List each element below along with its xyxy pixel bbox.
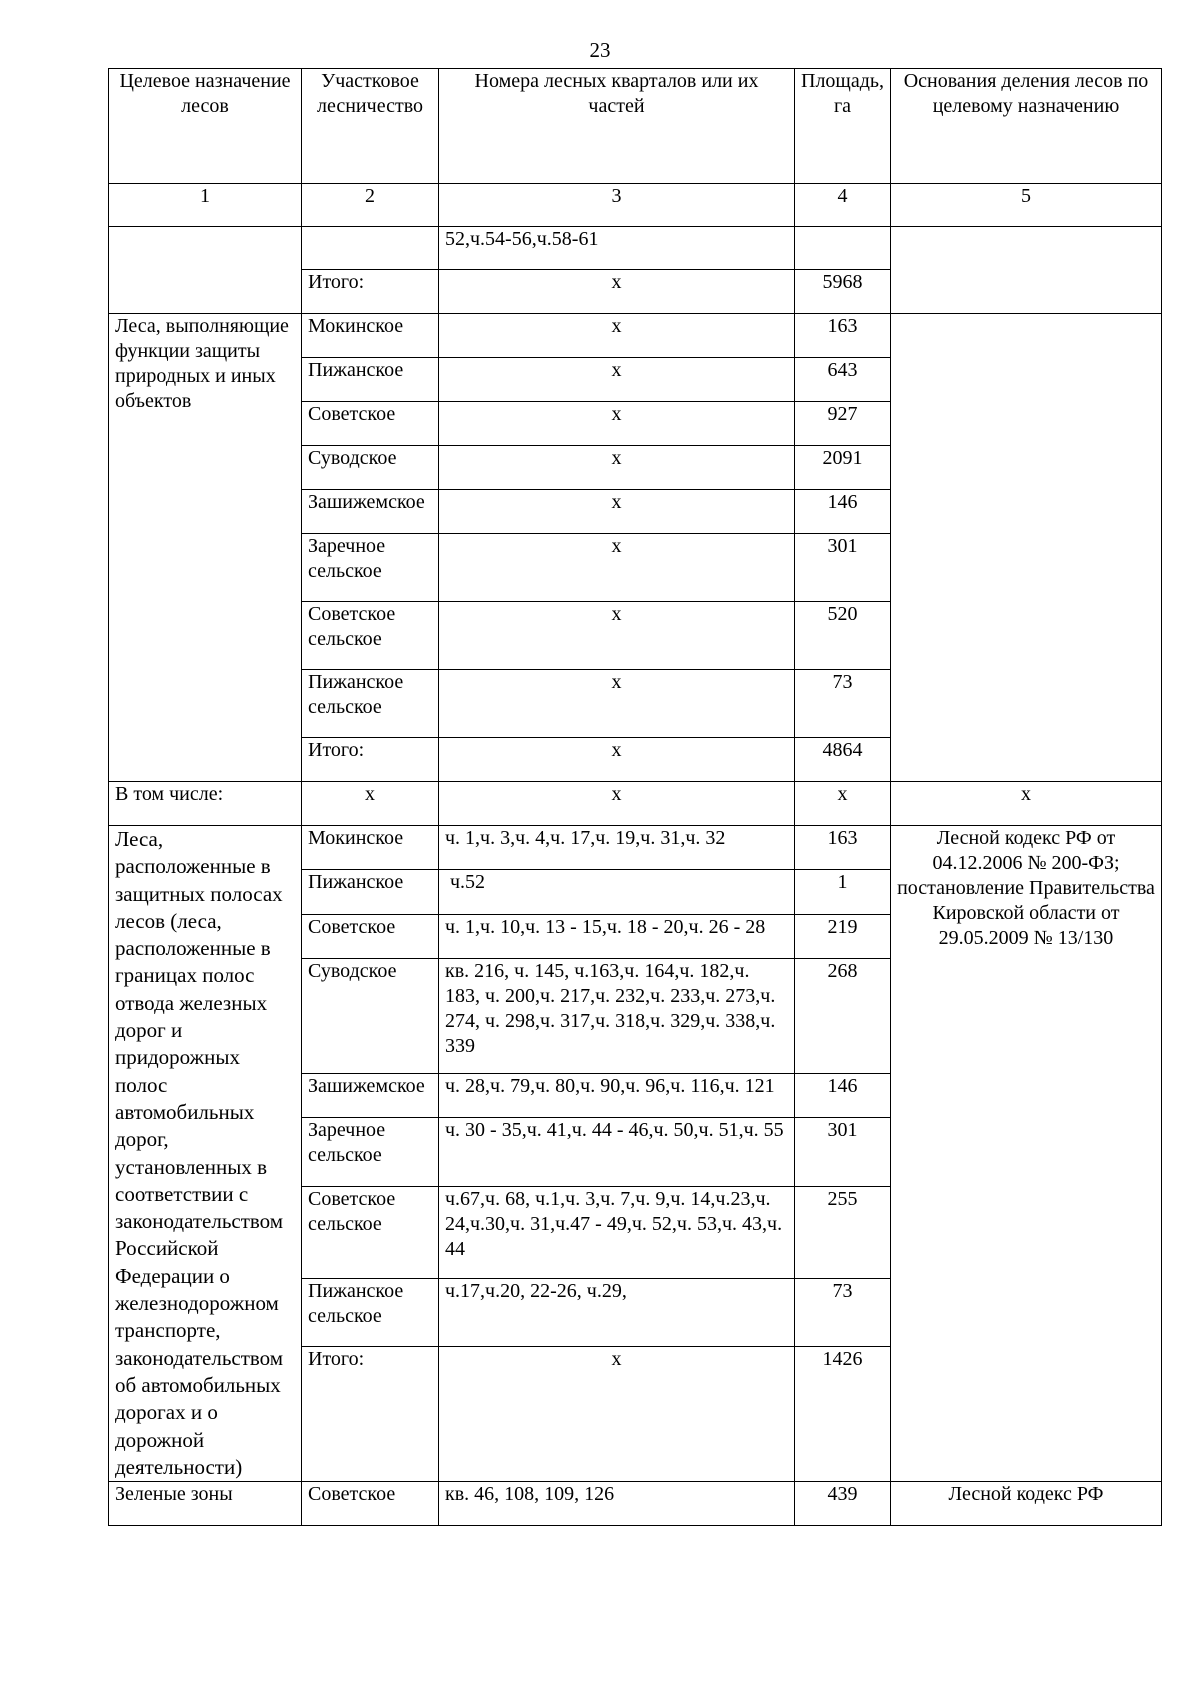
total-label: Итого: <box>302 1347 439 1482</box>
total-label: Итого: <box>302 270 439 314</box>
quarters-mark: х <box>439 314 795 358</box>
forestry-cell: Мокинское <box>302 826 439 870</box>
purpose-cell-empty <box>109 227 302 314</box>
quarters-cell: ч. 30 - 35,ч. 41,ч. 44 - 46,ч. 50,ч. 51,ч. 55 <box>439 1118 795 1187</box>
quarters-cell: ч. 1,ч. 3,ч. 4,ч. 17,ч. 19,ч. 31,ч. 32 <box>439 826 795 870</box>
quarters-mark: х <box>439 1347 795 1482</box>
basis-cell: Лесной кодекс РФ <box>891 1482 1162 1526</box>
total-area: 4864 <box>795 738 891 782</box>
forest-purpose-table <box>108 68 1162 1526</box>
forestry-cell: Зашижемское <box>302 490 439 534</box>
area-cell: 268 <box>795 959 891 1074</box>
quarters-mark: х <box>439 534 795 602</box>
table-row <box>109 1482 1162 1526</box>
forestry-cell: Зашижемское <box>302 1073 439 1117</box>
area-cell: 520 <box>795 602 891 670</box>
basis-cell-empty <box>891 227 1162 314</box>
table-row <box>109 314 1162 358</box>
total-area: 1426 <box>795 1347 891 1482</box>
total-area: 5968 <box>795 270 891 314</box>
area-cell: 146 <box>795 1073 891 1117</box>
basis-cell: Лесной кодекс РФ от 04.12.2006 № 200-ФЗ; постановление Правительства Кировской области от 29.05.2009 № 13/130 <box>891 826 1162 1482</box>
including-row <box>109 782 1162 826</box>
area-cell-empty <box>795 227 891 270</box>
forestry-cell: Советское <box>302 402 439 446</box>
mark-cell: х <box>891 782 1162 826</box>
quarters-cell: кв. 216, ч. 145, ч.163,ч. 164,ч. 182,ч. 183, ч. 200,ч. 217,ч. 232,ч. 233,ч. 273,ч. 274, ч. 298,ч. 317,ч. 318,ч. 329,ч. 338,ч. 339 <box>439 959 795 1074</box>
forestry-cell: Советское сельское <box>302 1186 439 1278</box>
area-cell: 2091 <box>795 446 891 490</box>
quarters-cell: 52,ч.54-56,ч.58-61 <box>439 227 795 270</box>
header-forestry: Участковое лесничество <box>302 69 439 184</box>
forestry-cell: Пижанское сельское <box>302 670 439 738</box>
forestry-cell: Суводское <box>302 446 439 490</box>
area-cell: 163 <box>795 826 891 870</box>
area-cell: 146 <box>795 490 891 534</box>
column-number: 2 <box>302 184 439 227</box>
mark-cell: х <box>795 782 891 826</box>
quarters-cell: ч.67,ч. 68, ч.1,ч. 3,ч. 7,ч. 9,ч. 14,ч.23,ч. 24,ч.30,ч. 31,ч.47 - 49,ч. 52,ч. 53,ч. 43,ч. 44 <box>439 1186 795 1278</box>
quarters-mark: х <box>439 402 795 446</box>
quarters-cell: ч.17,ч.20, 22-26, ч.29, <box>439 1278 795 1347</box>
basis-cell-empty <box>891 314 1162 782</box>
area-cell: 301 <box>795 1118 891 1187</box>
purpose-cell: Леса, расположенные в защитных полосах лесов (леса, расположенные в границах полос отвода железных дорог и придорожных полос автомобильных дорог, установленных в соответствии с законодательством Российской Федерации о железнодорожном транспорте, законодательством об автомобильных дорогах и о дорожной деятельности) <box>109 826 302 1482</box>
forestry-cell-empty <box>302 227 439 270</box>
forestry-cell: Советское сельское <box>302 602 439 670</box>
header-quarters: Номера лесных кварталов или их частей <box>439 69 795 184</box>
area-cell: 73 <box>795 1278 891 1347</box>
header-purpose: Целевое назначение лесов <box>109 69 302 184</box>
column-number-row <box>109 184 1162 227</box>
forestry-cell: Заречное сельское <box>302 534 439 602</box>
forestry-cell: Советское <box>302 1482 439 1526</box>
area-cell: 643 <box>795 358 891 402</box>
purpose-cell: Леса, выполняющие функции защиты природных и иных объектов <box>109 314 302 782</box>
column-number: 1 <box>109 184 302 227</box>
quarters-mark: х <box>439 358 795 402</box>
quarters-cell: ч. 1,ч. 10,ч. 13 - 15,ч. 18 - 20,ч. 26 - 28 <box>439 914 795 958</box>
table-row <box>109 227 1162 270</box>
forestry-cell: Суводское <box>302 959 439 1074</box>
total-label: Итого: <box>302 738 439 782</box>
quarters-mark: х <box>439 602 795 670</box>
table-row <box>109 826 1162 870</box>
forestry-cell: Пижанское <box>302 870 439 914</box>
forestry-cell: Заречное сельское <box>302 1118 439 1187</box>
area-cell: 927 <box>795 402 891 446</box>
quarters-mark: х <box>439 738 795 782</box>
including-label: В том числе: <box>109 782 302 826</box>
mark-cell: х <box>302 782 439 826</box>
quarters-mark: х <box>439 490 795 534</box>
area-cell: 301 <box>795 534 891 602</box>
area-cell: 1 <box>795 870 891 914</box>
column-number: 5 <box>891 184 1162 227</box>
area-cell: 163 <box>795 314 891 358</box>
purpose-cell: Зеленые зоны <box>109 1482 302 1526</box>
quarters-cell: ч. 28,ч. 79,ч. 80,ч. 90,ч. 96,ч. 116,ч. 121 <box>439 1073 795 1117</box>
forestry-cell: Пижанское сельское <box>302 1278 439 1347</box>
area-cell: 73 <box>795 670 891 738</box>
area-cell: 439 <box>795 1482 891 1526</box>
header-row <box>109 69 1162 184</box>
header-basis: Основания деления лесов по целевому назначению <box>891 69 1162 184</box>
area-cell: 255 <box>795 1186 891 1278</box>
quarters-mark: х <box>439 270 795 314</box>
area-cell: 219 <box>795 914 891 958</box>
header-area: Площадь, га <box>795 69 891 184</box>
quarters-cell: ч.52 <box>439 870 795 914</box>
column-number: 4 <box>795 184 891 227</box>
quarters-mark: х <box>439 446 795 490</box>
quarters-cell: кв. 46, 108, 109, 126 <box>439 1482 795 1526</box>
quarters-mark: х <box>439 670 795 738</box>
forestry-cell: Мокинское <box>302 314 439 358</box>
forestry-cell: Пижанское <box>302 358 439 402</box>
forestry-cell: Советское <box>302 914 439 958</box>
mark-cell: х <box>439 782 795 826</box>
column-number: 3 <box>439 184 795 227</box>
page-number: 23 <box>589 38 611 62</box>
